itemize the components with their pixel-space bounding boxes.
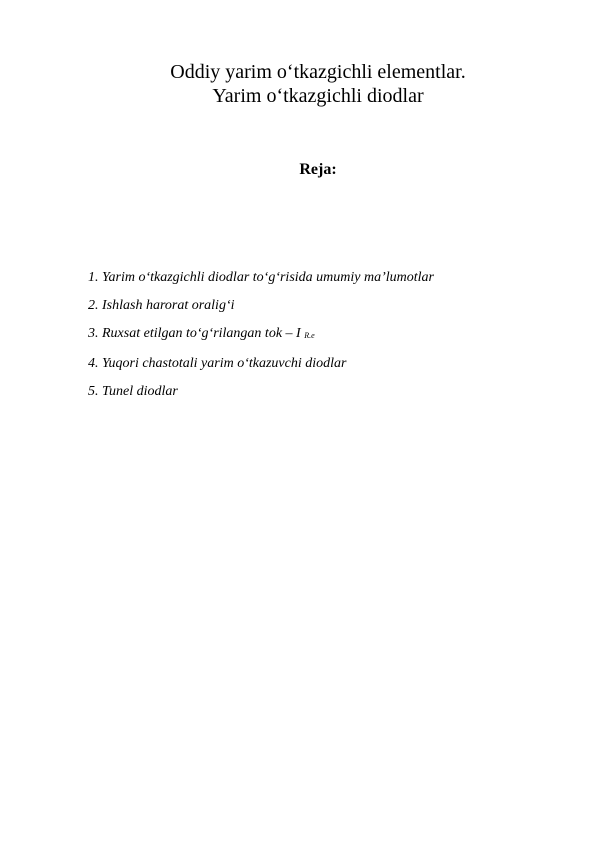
- plan-item: [88, 264, 434, 292]
- document-title: [0, 60, 596, 108]
- plan-item-text: 4. Yuqori chastotali yarim o‘tkazuvchi diodlar: [88, 356, 347, 371]
- plan-heading: Reja:: [299, 161, 337, 178]
- plan-item-text: 3. Ruxsat etilgan to‘g‘rilangan tok – I: [88, 326, 301, 341]
- plan-item-text: 2. Ishlash harorat oralig‘i: [88, 298, 235, 313]
- plan-item-text: 5. Tunel diodlar: [88, 384, 178, 399]
- plan-item: [88, 378, 434, 406]
- plan-list: [88, 264, 434, 406]
- plan-item-subscript: R.e: [304, 331, 315, 340]
- title-line-2: Yarim o‘tkazgichli diodlar: [212, 85, 424, 107]
- title-line-1: Oddiy yarim o‘tkazgichli elementlar.: [170, 61, 466, 83]
- plan-item-text: 1. Yarim o‘tkazgichli diodlar to‘g‘risida umumiy ma’lumotlar: [88, 270, 434, 285]
- plan-item: [88, 292, 434, 320]
- plan-item: [88, 350, 434, 378]
- plan-item: [88, 320, 434, 350]
